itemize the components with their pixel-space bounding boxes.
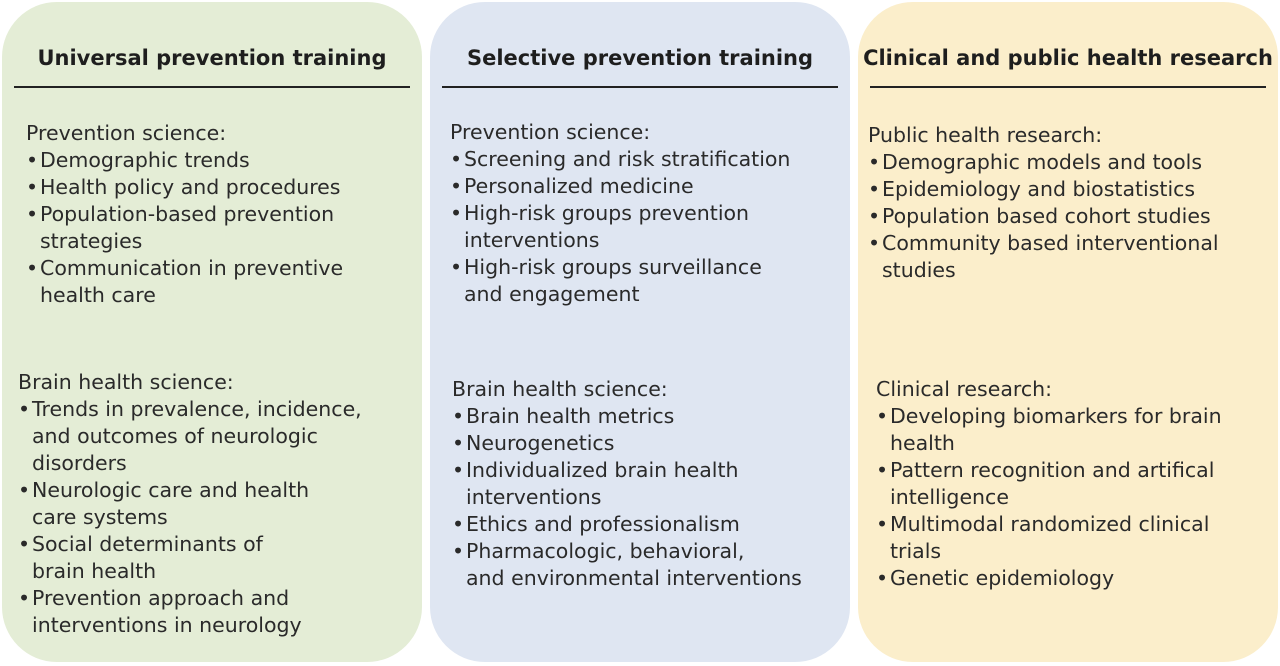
section-clinical-research [876,376,1222,592]
panel-selective-prevention-training [430,2,850,662]
list-item [450,254,790,308]
list-item-text: • Pattern recognition and artifical [890,458,1215,482]
bullet-list [868,149,1219,284]
list-item-text: • High-risk groups surveillance [464,255,762,279]
list-item-text: trials [890,539,942,563]
bullet-list [26,147,343,309]
section-heading: Brain health science: [452,377,668,401]
list-item [876,403,1222,457]
panel-universal-prevention-training [2,2,422,662]
title-divider [870,86,1266,88]
list-item [450,173,790,200]
list-item-text: intelligence [890,485,1009,509]
list-item [18,585,362,639]
list-item [26,174,343,201]
list-item-text: • Communication in preventive [40,256,344,280]
list-item-text: • Developing biomarkers for brain [890,404,1222,428]
panel-clinical-public-health-research [858,2,1278,662]
section-prevention-science [26,120,343,309]
section-heading: Public health research: [868,123,1103,147]
section-heading: Clinical research: [876,377,1053,401]
list-item [450,200,790,254]
list-item [876,457,1222,511]
bullet-list [452,403,802,592]
list-item-text: strategies [40,229,143,253]
list-item-text: interventions [464,228,600,252]
list-item [452,403,802,430]
list-item-text: health [890,431,955,455]
list-item-text: care systems [32,505,168,529]
list-item [868,203,1219,230]
section-prevention-science [450,119,790,308]
list-item [450,146,790,173]
title-divider [14,86,410,88]
panel-title: Universal prevention training [37,46,387,70]
list-item [876,565,1222,592]
list-item-text: • Screening and risk stratification [464,147,791,171]
list-item-text: • Community based interventional [882,231,1219,255]
list-item [18,396,362,477]
panel-title: Clinical and public health research [863,46,1273,70]
list-item-text: and engagement [464,282,640,306]
title-divider [442,86,838,88]
list-item-text: • Health policy and procedures [40,175,341,199]
list-item-text: • Brain health metrics [466,404,675,428]
panel-title: Selective prevention training [466,46,814,70]
list-item-text: • Ethics and professionalism [466,512,740,536]
list-item-text: and outcomes of neurologic [32,424,318,448]
bullet-list [450,146,790,308]
list-item-text: health care [40,283,156,307]
list-item-text: • Demographic models and tools [882,150,1203,174]
list-item [868,149,1219,176]
list-item-text: • Population-based prevention [40,202,335,226]
list-item-text: interventions [466,485,602,509]
list-item [18,531,362,585]
list-item-text: • High-risk groups prevention [464,201,750,225]
list-item-text: • Pharmacologic, behavioral, [466,539,745,563]
bullet-list [18,396,362,639]
list-item-text: • Population based cohort studies [882,204,1211,228]
list-item-text: • Neurogenetics [466,431,615,455]
list-item-text: brain health [32,559,157,583]
list-item-text: • Neurologic care and health [32,478,310,502]
section-public-health-research [868,122,1219,284]
list-item [452,538,802,592]
list-item-text: • Personalized medicine [464,174,694,198]
list-item-text: • Trends in prevalence, incidence, [32,397,362,421]
list-item [26,147,343,174]
list-item-text: • Epidemiology and biostatistics [882,177,1196,201]
list-item [26,201,343,255]
list-item [868,230,1219,284]
section-heading: Prevention science: [450,120,651,144]
list-item [868,176,1219,203]
list-item-text: interventions in neurology [32,613,302,637]
list-item-text: • Multimodal randomized clinical [890,512,1210,536]
list-item [452,430,802,457]
list-item [26,255,343,309]
list-item-text: • Genetic epidemiology [890,566,1115,590]
bullet-list [876,403,1222,592]
list-item-text: and environmental interventions [466,566,802,590]
list-item-text: studies [882,258,956,282]
list-item [876,511,1222,565]
list-item [452,511,802,538]
list-item-text: disorders [32,451,127,475]
section-brain-health-science [452,376,802,592]
list-item [452,457,802,511]
list-item-text: • Prevention approach and [32,586,290,610]
section-brain-health-science [18,369,362,639]
list-item-text: • Social determinants of [32,532,263,556]
list-item [18,477,362,531]
list-item-text: • Individualized brain health [466,458,739,482]
section-heading: Prevention science: [26,121,227,145]
section-heading: Brain health science: [18,370,234,394]
list-item-text: • Demographic trends [40,148,250,172]
